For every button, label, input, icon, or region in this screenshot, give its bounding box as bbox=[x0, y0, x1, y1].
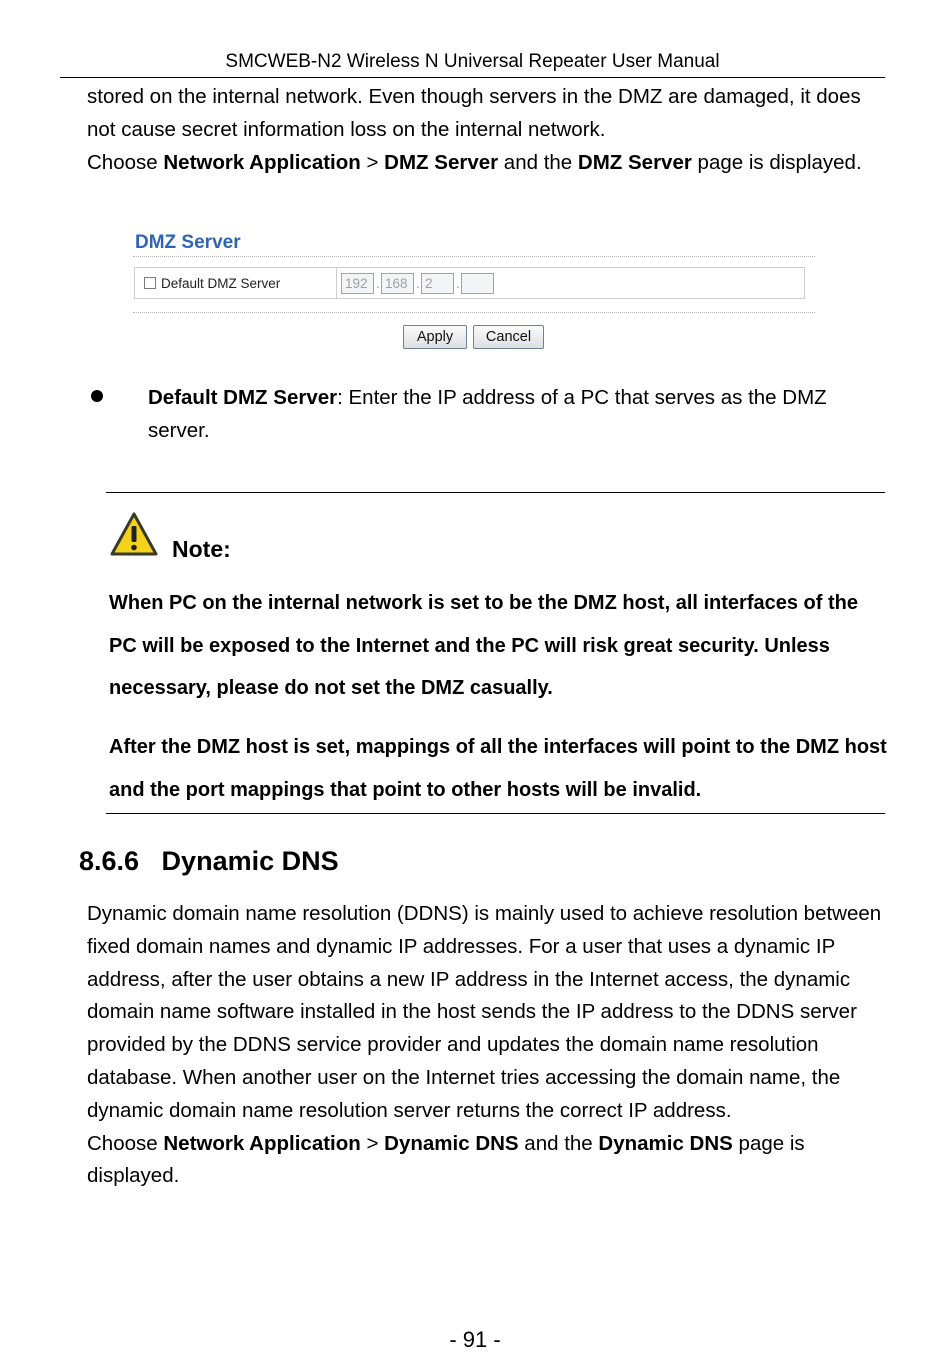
section-heading: 8.6.6 Dynamic DNS bbox=[79, 846, 339, 876]
intro-paragraph bbox=[87, 81, 887, 179]
ip-dot: . bbox=[376, 276, 380, 291]
note-paragraph-1 bbox=[109, 582, 889, 710]
note-top-rule bbox=[106, 492, 885, 493]
choose-mid: and the bbox=[498, 150, 578, 174]
default-dmz-label: Default DMZ Server bbox=[161, 276, 281, 291]
cancel-button[interactable]: Cancel bbox=[473, 325, 544, 349]
header-rule bbox=[60, 77, 885, 78]
ip-octet-3[interactable]: 2 bbox=[421, 273, 454, 294]
panel-divider-bottom bbox=[133, 312, 815, 313]
page-name-2: Dynamic DNS bbox=[598, 1131, 733, 1155]
section-body-text: Dynamic domain name resolution (DDNS) is mainly used to achieve resolution between fixed domain names and dynamic IP addresses. For a user that uses a dynamic IP address, after the user obtains a new IP address in the Internet access, the dynamic domain name software installed in the host sends the IP address to the DDNS server provided by the DDNS service provider and updates the domain name resolution database. When another user on the Internet tries accessing the domain name, the dynamic domain name resolution server returns the correct IP address. bbox=[87, 902, 882, 1122]
section-choose-line bbox=[87, 1128, 887, 1194]
note-text-2: After the DMZ host is set, mappings of all the interfaces will point to the DMZ host and the port mappings that point to other hosts will be invalid. bbox=[109, 736, 887, 801]
note-paragraph-2 bbox=[109, 726, 889, 811]
note-title: Note: bbox=[172, 536, 231, 562]
page-number: - 91 - bbox=[449, 1327, 501, 1352]
dmz-panel-title: DMZ Server bbox=[135, 232, 241, 253]
bullet-icon bbox=[91, 390, 103, 402]
field-label-cell bbox=[135, 268, 337, 298]
ip-octet-2[interactable]: 168 bbox=[381, 273, 414, 294]
menu-path: Network Application bbox=[163, 150, 361, 174]
page-name: Dynamic DNS bbox=[384, 1131, 519, 1155]
intro-choose-line bbox=[87, 147, 887, 180]
dmz-field-row bbox=[134, 267, 805, 299]
choose-suffix: page is displayed. bbox=[691, 150, 862, 174]
ip-octet-4[interactable] bbox=[461, 273, 494, 294]
note-bottom-rule bbox=[106, 813, 885, 814]
apply-button[interactable]: Apply bbox=[403, 325, 467, 349]
choose-prefix: Choose bbox=[87, 150, 164, 174]
intro-text: stored on the internal network. Even though servers in the DMZ are damaged, it does not cause secret information loss on the internal network. bbox=[87, 85, 861, 141]
warning-icon bbox=[110, 512, 158, 556]
ip-dot: . bbox=[416, 276, 420, 291]
menu-path: Network Application bbox=[163, 1131, 361, 1155]
page-name-2: DMZ Server bbox=[577, 150, 692, 174]
menu-separator: > bbox=[360, 1131, 385, 1155]
ip-dot: . bbox=[456, 276, 460, 291]
note-text-1: When PC on the internal network is set to be the DMZ host, all interfaces of the PC will be exposed to the Internet and the PC will risk great security. Unless necessary, please do not set the DMZ casually. bbox=[109, 592, 858, 699]
menu-separator: > bbox=[360, 150, 385, 174]
running-header: SMCWEB-N2 Wireless N Universal Repeater User Manual bbox=[225, 51, 720, 72]
page-name: DMZ Server bbox=[384, 150, 499, 174]
bullet-item bbox=[148, 381, 883, 447]
choose-suffix: page is displayed. bbox=[87, 1131, 805, 1188]
section-body bbox=[87, 898, 887, 1193]
panel-divider-top bbox=[133, 256, 815, 257]
choose-prefix: Choose bbox=[87, 1131, 164, 1155]
choose-mid: and the bbox=[518, 1131, 599, 1155]
bullet-term: Default DMZ Server bbox=[148, 386, 338, 409]
bullet-description: : Enter the IP address of a PC that serves as the DMZ server. bbox=[148, 386, 827, 442]
ip-octet-1[interactable]: 192 bbox=[341, 273, 374, 294]
default-dmz-checkbox[interactable] bbox=[144, 277, 156, 289]
